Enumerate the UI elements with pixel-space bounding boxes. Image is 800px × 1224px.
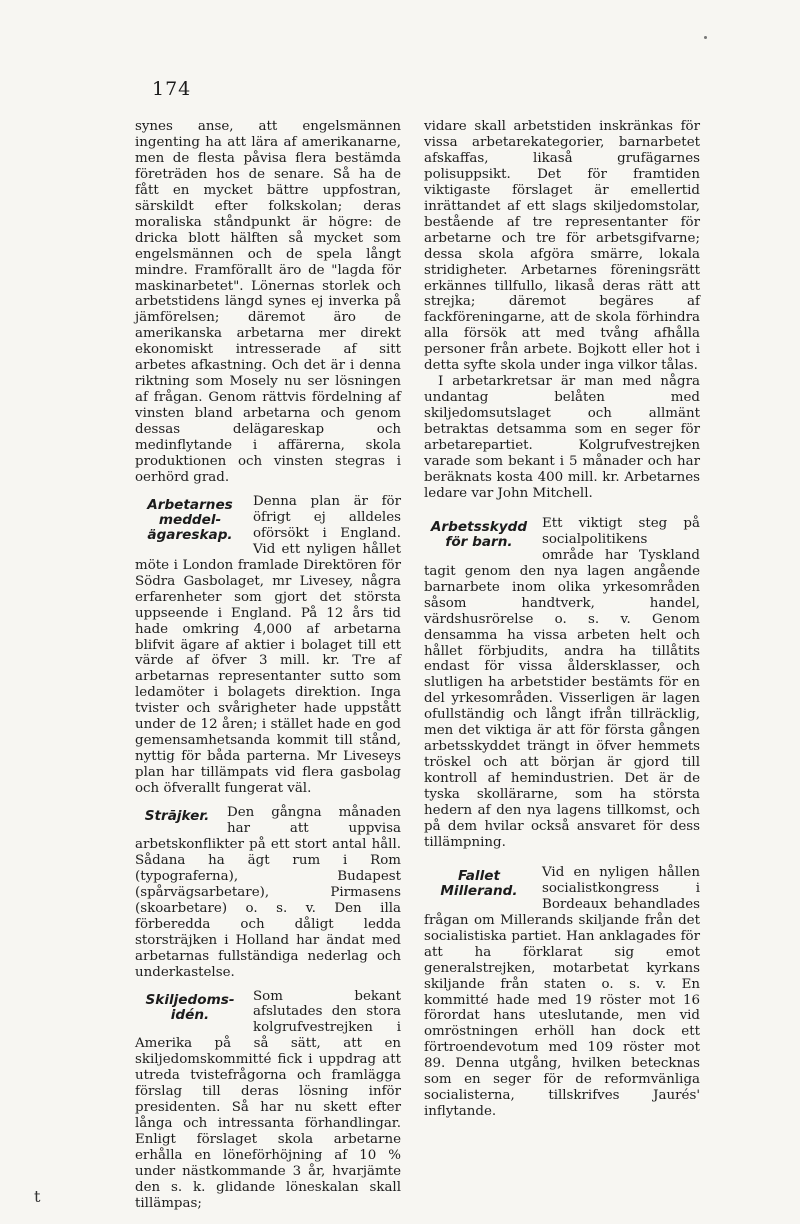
paragraph: synes anse, att engelsmännen ingenting ha att lära af amerikanarne, men de flesta påvisa flera bestämda företräden hos de senare. Så ha de fått en mycket bättre uppfostran, särskildt efter folkskolan; deras moraliska ståndpunkt är högre: de dricka blott hälften så mycket som engelsmännen och de spela långt mindre. Framförallt äro de "lagda för maskinarbetet". Lönernas storlek och arbetstidens längd synes ej inverka på jämförelsen; däremot äro de amerikanska arbetarna mer direkt ekonomiskt intresserade af sitt arbetes afkastning. Och det är i denna riktning som Mosely nu ser lösningen af frågan. Genom rättvis fördelning af vinsten bland arbetarna och genom dessas delägareskap och medinflytande i affärerna, skola produktionen och vinsten stegras i oerhörd grad. [135,119,401,485]
side-heading: Arbetarnes meddel- ägareskap. [147,496,233,543]
margin-mark: t [34,1187,41,1206]
section-fallet-millerand [424,865,700,1120]
side-heading: Fallet Millerand. [440,867,518,899]
paragraph: Ett viktigt steg på socialpolitikens område har Tyskland tagit genom den nya lagen angående barnarbete inom olika yrkesområden såsom handtverk, handel, värdshusrörelse o. s. v. Genom densamma ha vissa arbeten helt och hållet förbjudits, andra ha tillåtits endast för vissa åldersklasser, och slutligen ha arbetstider bestämts för en del yrkesområden. Visserligen är lagen ofullständig och långt ifrån tillräcklig, men det viktiga är att för första gången arbetsskyddet trängt in öfver hemmets tröskel och att början är gjord till kontroll af hemindustrien. Det är de tyska skollärarne, som ha största hedern af den nya lagens tillkomst, och på dem hvilar också ansvaret för dess tillämpning. [424,515,700,850]
side-heading: Arbetsskydd för barn. [430,518,528,550]
paragraph: I arbetarkretsar är man med några undantag belåten med skiljedomsutslaget och allmänt betraktas detsamma som en seger för arbetarepartiet. Kolgrufvestrejken varade som bekant i 5 månader och har beräknats kosta 400 mill. kr. Arbetarnes ledare var John Mitchell. [424,374,700,501]
section-arbetsskydd-for-barn [424,516,700,851]
left-column [135,119,401,1212]
section-arbetarnes-meddelagareskap [135,494,401,797]
margin-dot [704,36,707,39]
paragraph: Som bekant afslutades den stora kolgrufvestrejken i Amerika på så sätt, att en skiljedomskommitté fick i uppdrag att utreda tvistefrågorna och framlägga förslag till deras lösning inför presidenten. Så har nu skett efter långa och intressanta förhandlingar. Enligt förslaget skola arbetarne erhålla en löneförhöjning af 10 % under nästkommande 3 år, hvarjämte den s. k. glidande löneskalan skall tillämpas; [135,988,401,1211]
section-skiljedomsiden [135,989,401,1212]
page-number: 174 [152,78,192,100]
paragraph: Vid en nyligen hållen socialistkongress i Bordeaux behandlades frågan om Millerands skiljande från det socialistiska partiet. Han anklagades för att ha förklarat sig emot generalstrejken, motarbetat kyrkans skiljande från staten o. s. v. En kommitté hade med 19 röster mot 16 förordat hans uteslutande, men vid omröstningen erhöll han dock ett förtroendevotum med 109 röster mot 89. Denna utgång, hvilken betecknas som en seger för de reformvänliga socialisterna, tillskrifves Jaurés' inflytande. [424,864,700,1120]
side-heading: Strājker. [144,808,210,825]
section-strajker [135,805,401,980]
paragraph: vidare skall arbetstiden inskränkas för vissa arbetarekategorier, barnarbetet afskaffas, likaså grufägarnes polisuppsikt. Det för framtiden viktigaste förslaget är emellertid inrättandet af ett slags skiljedomstolar, bestående af tre representanter för arbetarne och tre för arbetsgifvarne; dessa skola afgöra smärre, lokala stridigheter. Arbetarnes föreningsrätt erkännes tillfullo, likaså deras rätt att strejka; däremot begäres af fackföreningarne, att de skola förhindra alla försök att med tvång afhålla personer från arbete. Bojkott eller hot i detta syfte skola under inga vilkor tålas. [424,119,700,374]
side-heading: Skiljedoms- idén. [145,991,235,1023]
paragraph: Den gångna månaden har att uppvisa arbetskonflikter på ett stort antal håll. Sådana ha ägt rum i Rom (typograferna), Budapest (spårvägsarbetare), Pirmasens (skoarbetare) o. s. v. Den illa förberedda och dåligt ledda storsträjken i Holland har ändat med arbetarnas fullständiga nederlag och underkastelse. [135,805,401,980]
right-column [424,119,700,1120]
paragraph: Denna plan är för öfrigt ej alldeles oförsökt i England. Vid ett nyligen hållet möte i London framlade Direktören för Södra Gasbolaget, mr Livesey, några erfarenheter som gjort det största uppseende i England. På 12 års tid hade omkring 4,000 af arbetarna blifvit ägare af aktier i bolaget till ett värde af öfver 3 mill. kr. Tre af arbetarnas representanter sutto som ledamöter i bolagets direktion. Inga tvister och svårigheter hade uppstått under de 12 åren; i stället hade en god gemensamhetsanda kommit till stånd, nyttig för båda parterna. Mr Liveseys plan har tillämpats vid flera gasbolag och öfverallt fungerat väl. [135,493,401,797]
